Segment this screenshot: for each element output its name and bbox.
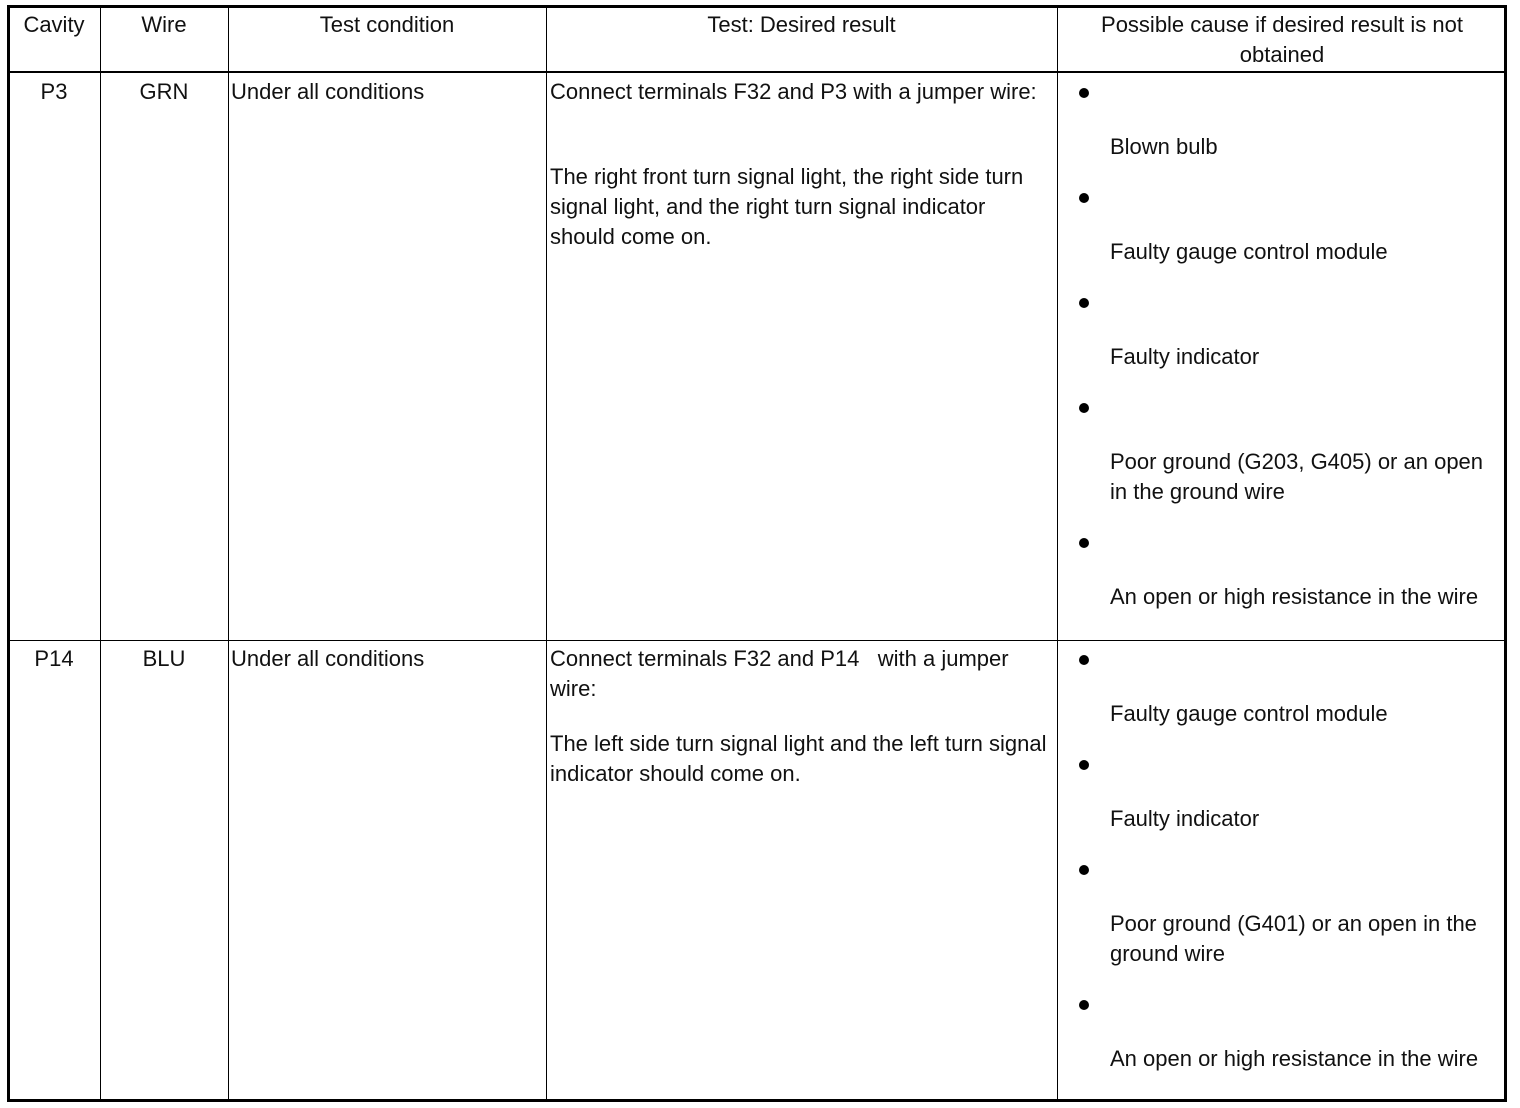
bullet-icon	[1079, 538, 1089, 548]
bullet-icon	[1079, 298, 1089, 308]
row-2-cause: Faulty indicator	[1110, 806, 1260, 831]
row-1-cavity: P3	[40, 79, 68, 104]
row-2-wire: BLU	[142, 646, 186, 671]
column-divider	[1057, 5, 1058, 1102]
row-1-cause: Poor ground (G203, G405) or an open in the ground wire	[1110, 449, 1484, 504]
row-1-cause: Faulty gauge control module	[1110, 239, 1388, 264]
row-1-cause: An open or high resistance in the wire	[1110, 584, 1479, 609]
row-2-cause: Faulty gauge control module	[1110, 701, 1388, 726]
row-1-desired-outcome: The right front turn signal light, the right side turn signal light, and the right turn signal indicator should come on.	[550, 164, 1030, 249]
bullet-icon	[1079, 655, 1089, 665]
row-1-desired-instruction: Connect terminals F32 and P3 with a jumper wire:	[550, 79, 1037, 104]
bullet-icon	[1079, 193, 1089, 203]
row-2-desired-instruction: Connect terminals F32 and P14 with a jumper wire:	[550, 646, 1015, 701]
row-divider	[7, 640, 1507, 641]
header-cavity: Cavity	[23, 12, 85, 37]
bullet-icon	[1079, 1000, 1089, 1010]
row-2-cause: An open or high resistance in the wire	[1110, 1046, 1479, 1071]
header-test-condition: Test condition	[319, 12, 455, 37]
row-2-desired-outcome: The left side turn signal light and the left turn signal indicator should come on.	[550, 731, 1053, 786]
row-2-cause: Poor ground (G401) or an open in the ground wire	[1110, 911, 1477, 966]
row-1-wire: GRN	[139, 79, 189, 104]
header-wire: Wire	[141, 12, 187, 37]
header-possible-cause: Possible cause if desired result is not obtained	[1101, 12, 1470, 67]
column-divider	[546, 5, 547, 1102]
bullet-icon	[1079, 760, 1089, 770]
bullet-icon	[1079, 88, 1089, 98]
column-divider	[100, 5, 101, 1102]
column-divider	[228, 5, 229, 1102]
header-desired-result: Test: Desired result	[707, 12, 896, 37]
bullet-icon	[1079, 865, 1089, 875]
row-1-condition: Under all conditions	[231, 79, 425, 104]
row-2-cavity: P14	[34, 646, 74, 671]
row-2-condition: Under all conditions	[231, 646, 425, 671]
row-1-cause: Faulty indicator	[1110, 344, 1260, 369]
row-1-cause: Blown bulb	[1110, 134, 1218, 159]
bullet-icon	[1079, 403, 1089, 413]
header-divider	[7, 71, 1507, 73]
